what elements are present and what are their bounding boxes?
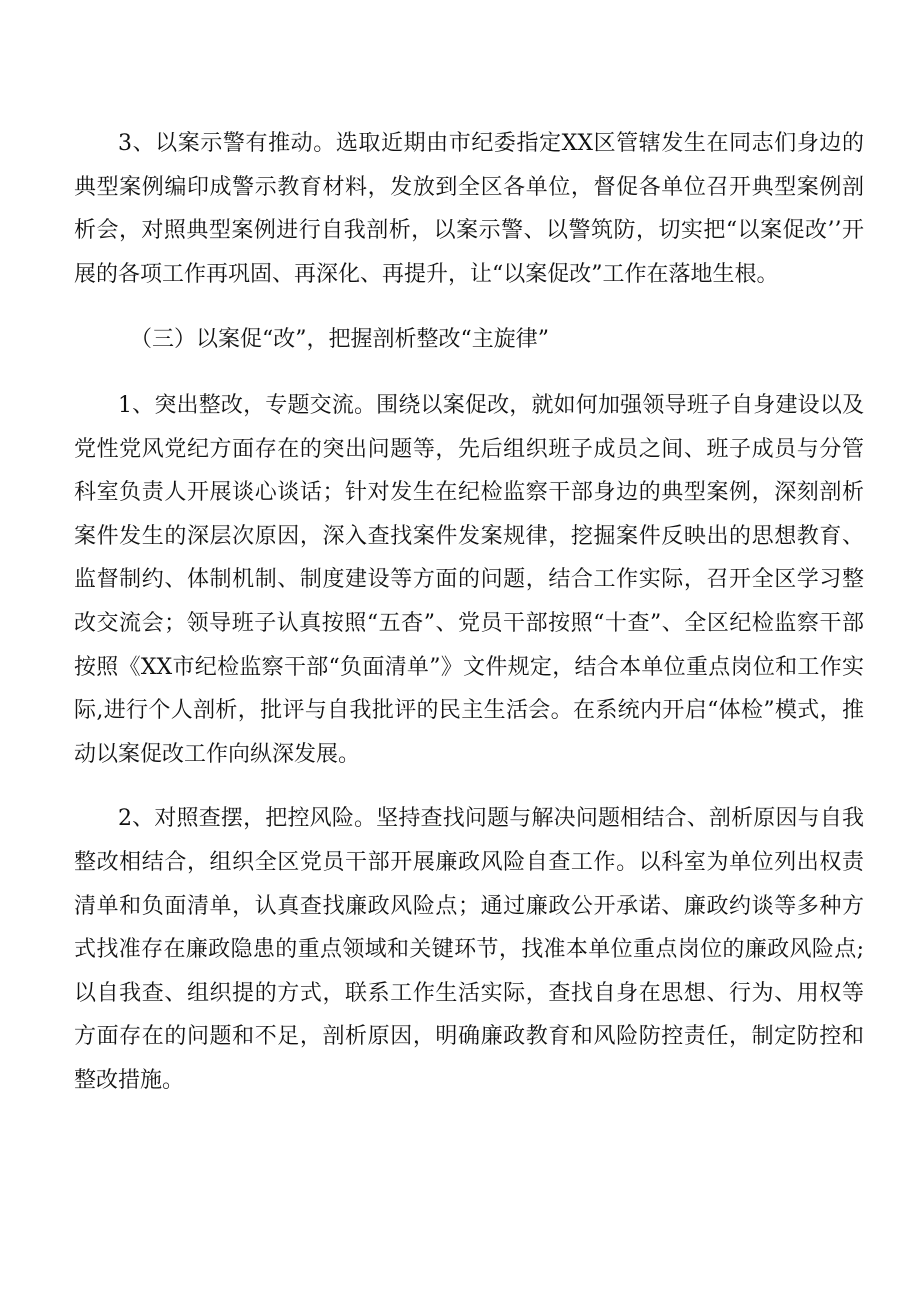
document-body	[74, 122, 864, 1102]
section-heading-three: （三）以案促“改”，把握剖析整改“主旋律”	[130, 327, 549, 353]
paragraph-risk-control: 2、对照查摆，把控风险。坚持查找问题与解决问题相结合、剖析原因与自我整改相结合，组织全区党员干部开展廉政风险自查工作。以科室为单位列出权责清单和负面清单，认真查找廉政风险点；通过廉政公开承诺、廉政约谈等多种方式找准存在廉政隐患的重点领域和关键环节，找准本单位重点岗位的廉政风险点;以自我查、组织提的方式，联系工作生活实际，查找自身在思想、行为、用权等方面存在的问题和不足，剖析原因，明确廉政教育和风险防控责任，制定防控和整改措施。	[74, 806, 864, 1093]
paragraph-case-warning: 3、以案示警有推动。选取近期由市纪委指定XX区管辖发生在同志们身边的典型案例编印成警示教育材料，发放到全区各单位，督促各单位召开典型案例剖析会，对照典型案例进行自我剖析，以案示警、以警筑防，切实把“以案促改’’开展的各项工作再巩固、再深化、再提升，让“以案促改”工作在落地生根。	[74, 131, 864, 287]
paragraph-rectification-exchange: 1、突出整改，专题交流。围绕以案促改，就如何加强领导班子自身建设以及党性党风党纪方面存在的突出问题等，先后组织班子成员之间、班子成员与分管科室负责人开展谈心谈话；针对发生在纪检监察干部身边的典型案例，深刻剖析案件发生的深层次原因，深入查找案件发案规律，挖掘案件反映出的思想教育、监督制约、体制机制、制度建设等方面的问题，结合工作实际，召开全区学习整改交流会；领导班子认真按照“五杳”、党员干部按照“十查”、全区纪检监察干部按照《XX市纪检监察干部“负面清单”》文件规定，结合本单位重点岗位和工作实际,进行个人剖析，批评与自我批评的民主生活会。在系统内开启“体检”模式，推动以案促改工作向纵深发展。	[74, 392, 864, 767]
